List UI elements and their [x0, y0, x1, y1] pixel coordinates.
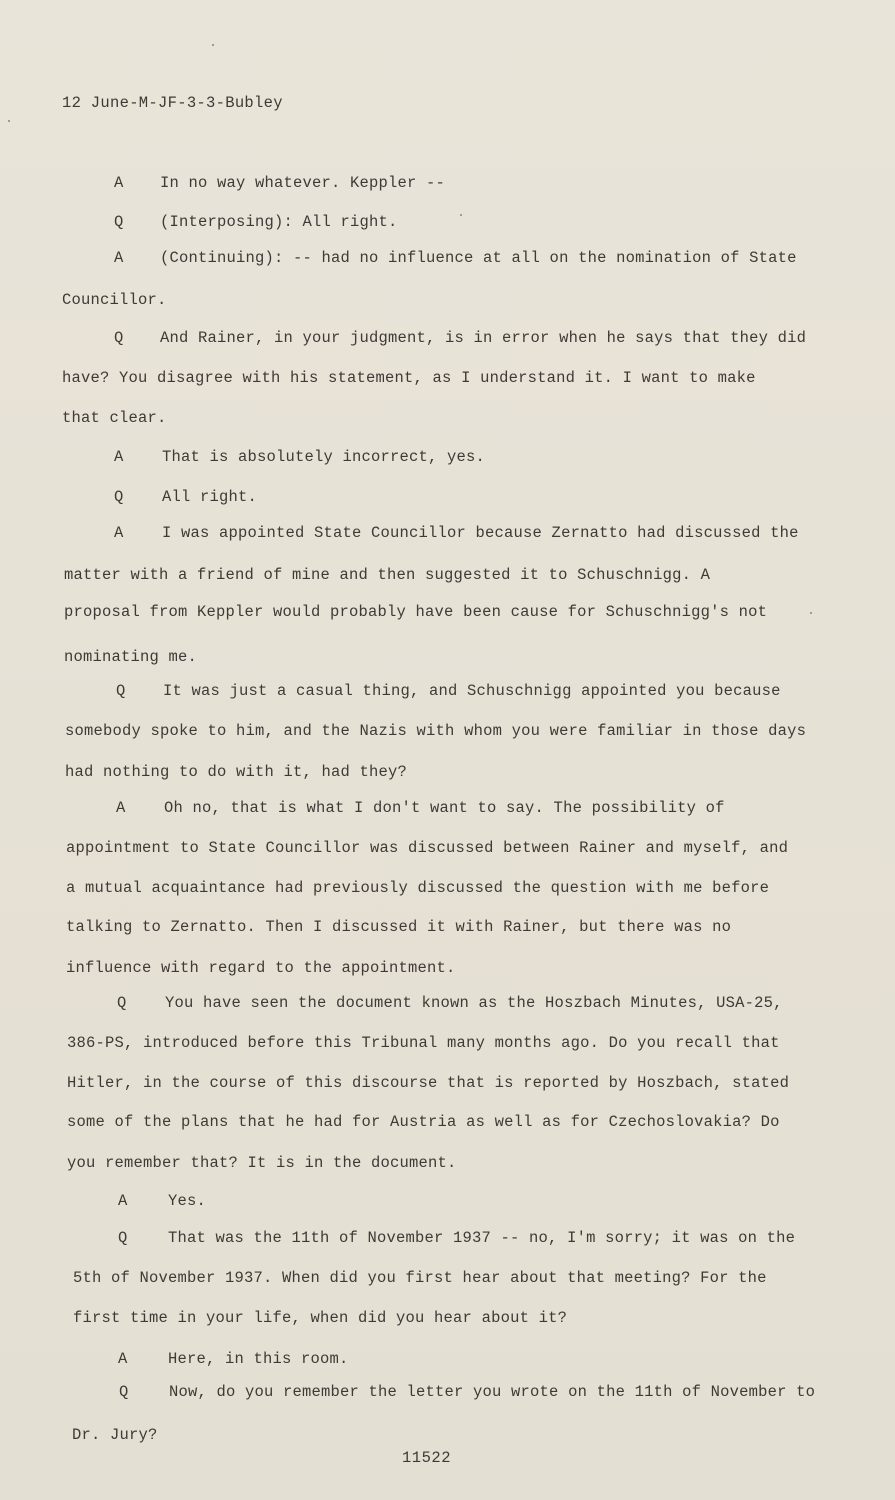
- transcript-line: Dr. Jury?: [72, 1426, 158, 1444]
- transcript-line: matter with a friend of mine and then suggested it to Schuschnigg. A: [64, 566, 711, 584]
- speaker-label: A: [114, 249, 124, 267]
- transcript-line: first time in your life, when did you hear about it?: [73, 1309, 568, 1327]
- transcript-line: appointment to State Councillor was discussed between Rainer and myself, and: [66, 839, 789, 857]
- speaker-label: A: [114, 524, 124, 542]
- transcript-line: All right.: [162, 488, 258, 506]
- transcript-line: somebody spoke to him, and the Nazis with whom you were familiar in those days: [65, 722, 807, 740]
- transcript-line: Now, do you remember the letter you wrote on the 11th of November to: [169, 1383, 816, 1401]
- transcript-line: some of the plans that he had for Austria as well as for Czechoslovakia? Do: [67, 1113, 780, 1131]
- transcript-line: Councillor.: [62, 291, 167, 309]
- document-header: 12 June-M-JF-3-3-Bubley: [62, 94, 283, 112]
- transcript-line: I was appointed State Councillor because Zernatto had discussed the: [162, 524, 799, 542]
- speaker-label: Q: [114, 213, 124, 231]
- transcript-line: (Interposing): All right.: [160, 213, 398, 231]
- transcript-line: It was just a casual thing, and Schuschnigg appointed you because: [163, 682, 781, 700]
- transcript-line: Hitler, in the course of this discourse that is reported by Hoszbach, stated: [67, 1074, 790, 1092]
- speaker-label: A: [114, 448, 124, 466]
- paper-speck: [460, 214, 462, 216]
- transcript-line: talking to Zernatto. Then I discussed it with Rainer, but there was no: [66, 918, 732, 936]
- speaker-label: A: [118, 1350, 128, 1368]
- speaker-label: A: [114, 174, 124, 192]
- transcript-line: have? You disagree with his statement, as I understand it. I want to make: [62, 369, 756, 387]
- transcript-line: had nothing to do with it, had they?: [65, 763, 408, 781]
- transcript-line: a mutual acquaintance had previously discussed the question with me before: [66, 879, 770, 897]
- transcript-line: nominating me.: [64, 648, 198, 666]
- paper-speck: [212, 44, 214, 46]
- transcript-line: 386-PS, introduced before this Tribunal many months ago. Do you recall that: [67, 1034, 780, 1052]
- speaker-label: Q: [116, 682, 126, 700]
- page-number: 11522: [402, 1449, 452, 1467]
- speaker-label: Q: [114, 329, 124, 347]
- paper-speck: [8, 120, 10, 122]
- transcript-line: In no way whatever. Keppler --: [160, 174, 446, 192]
- transcript-line: proposal from Keppler would probably have been cause for Schuschnigg's not: [64, 603, 768, 621]
- transcript-line: influence with regard to the appointment.: [66, 959, 456, 977]
- transcript-line: You have seen the document known as the Hoszbach Minutes, USA-25,: [165, 994, 783, 1012]
- transcript-line: you remember that? It is in the document.: [67, 1154, 457, 1172]
- transcript-line: (Continuing): -- had no influence at all on the nomination of State: [160, 249, 797, 267]
- transcript-line: And Rainer, in your judgment, is in error when he says that they did: [160, 329, 807, 347]
- transcript-line: That is absolutely incorrect, yes.: [162, 448, 486, 466]
- speaker-label: A: [118, 1192, 128, 1210]
- speaker-label: Q: [117, 994, 127, 1012]
- speaker-label: Q: [119, 1383, 129, 1401]
- speaker-label: Q: [114, 488, 124, 506]
- transcript-line: Oh no, that is what I don't want to say. The possibility of: [164, 799, 725, 817]
- paper-speck: [810, 612, 812, 614]
- transcript-line: 5th of November 1937. When did you first hear about that meeting? For the: [73, 1269, 767, 1287]
- transcript-line: Here, in this room.: [168, 1350, 349, 1368]
- transcript-line: that clear.: [62, 409, 167, 427]
- speaker-label: A: [116, 799, 126, 817]
- speaker-label: Q: [118, 1229, 128, 1247]
- transcript-line: That was the 11th of November 1937 -- no, I'm sorry; it was on the: [168, 1229, 796, 1247]
- transcript-line: Yes.: [168, 1192, 207, 1210]
